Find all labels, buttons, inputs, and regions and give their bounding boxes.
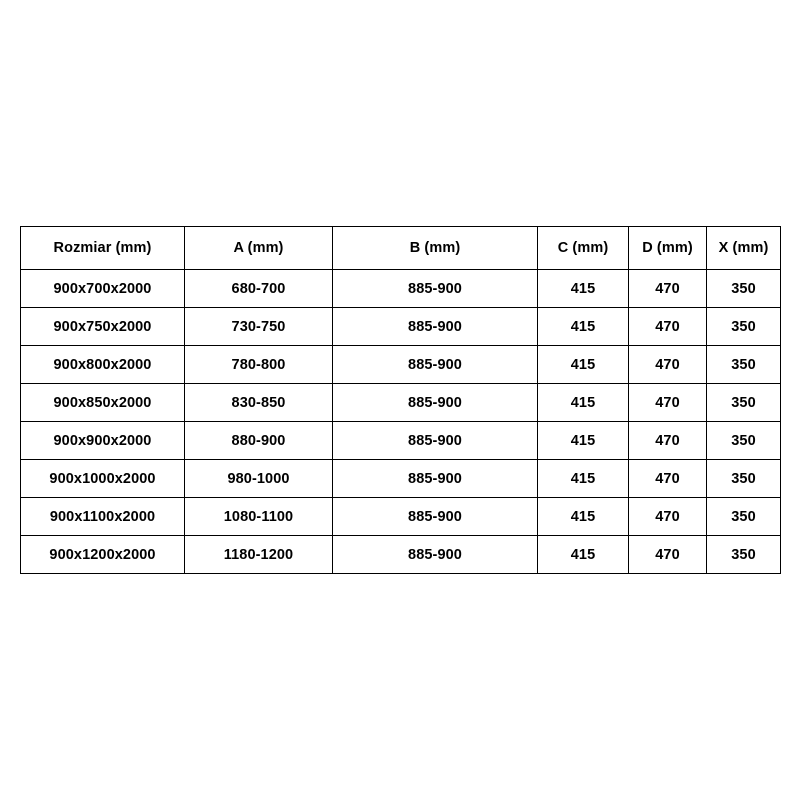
cell-size: 900x700x2000	[21, 270, 185, 308]
cell-c: 415	[538, 384, 629, 422]
column-header-c: C (mm)	[538, 227, 629, 270]
cell-b: 885-900	[333, 270, 538, 308]
cell-b: 885-900	[333, 346, 538, 384]
cell-d: 470	[629, 384, 707, 422]
cell-c: 415	[538, 422, 629, 460]
cell-size: 900x1100x2000	[21, 498, 185, 536]
table-row	[21, 346, 781, 384]
cell-d: 470	[629, 270, 707, 308]
cell-size: 900x800x2000	[21, 346, 185, 384]
cell-a: 730-750	[185, 308, 333, 346]
cell-a: 780-800	[185, 346, 333, 384]
table-row	[21, 536, 781, 574]
cell-x: 350	[707, 308, 781, 346]
dimensions-table	[20, 226, 781, 574]
cell-x: 350	[707, 270, 781, 308]
table-header-row	[21, 227, 781, 270]
column-header-d: D (mm)	[629, 227, 707, 270]
cell-c: 415	[538, 270, 629, 308]
cell-size: 900x1200x2000	[21, 536, 185, 574]
cell-b: 885-900	[333, 498, 538, 536]
cell-b: 885-900	[333, 536, 538, 574]
cell-a: 880-900	[185, 422, 333, 460]
cell-d: 470	[629, 308, 707, 346]
cell-c: 415	[538, 308, 629, 346]
cell-a: 1180-1200	[185, 536, 333, 574]
cell-a: 830-850	[185, 384, 333, 422]
cell-x: 350	[707, 498, 781, 536]
cell-a: 680-700	[185, 270, 333, 308]
table-body	[21, 270, 781, 574]
cell-size: 900x900x2000	[21, 422, 185, 460]
cell-d: 470	[629, 422, 707, 460]
cell-d: 470	[629, 536, 707, 574]
cell-size: 900x1000x2000	[21, 460, 185, 498]
cell-x: 350	[707, 536, 781, 574]
cell-c: 415	[538, 536, 629, 574]
cell-d: 470	[629, 498, 707, 536]
cell-b: 885-900	[333, 384, 538, 422]
cell-d: 470	[629, 460, 707, 498]
cell-size: 900x750x2000	[21, 308, 185, 346]
table-row	[21, 270, 781, 308]
column-header-x: X (mm)	[707, 227, 781, 270]
column-header-b: B (mm)	[333, 227, 538, 270]
table-row	[21, 422, 781, 460]
table-row	[21, 498, 781, 536]
cell-x: 350	[707, 346, 781, 384]
cell-c: 415	[538, 346, 629, 384]
spec-table-container	[20, 226, 780, 574]
cell-x: 350	[707, 384, 781, 422]
cell-c: 415	[538, 460, 629, 498]
table-row	[21, 384, 781, 422]
cell-d: 470	[629, 346, 707, 384]
cell-b: 885-900	[333, 308, 538, 346]
cell-x: 350	[707, 422, 781, 460]
table-row	[21, 308, 781, 346]
cell-a: 980-1000	[185, 460, 333, 498]
table-row	[21, 460, 781, 498]
column-header-rozmiar: Rozmiar (mm)	[21, 227, 185, 270]
cell-size: 900x850x2000	[21, 384, 185, 422]
cell-b: 885-900	[333, 422, 538, 460]
cell-b: 885-900	[333, 460, 538, 498]
column-header-a: A (mm)	[185, 227, 333, 270]
cell-x: 350	[707, 460, 781, 498]
cell-a: 1080-1100	[185, 498, 333, 536]
table-header	[21, 227, 781, 270]
cell-c: 415	[538, 498, 629, 536]
